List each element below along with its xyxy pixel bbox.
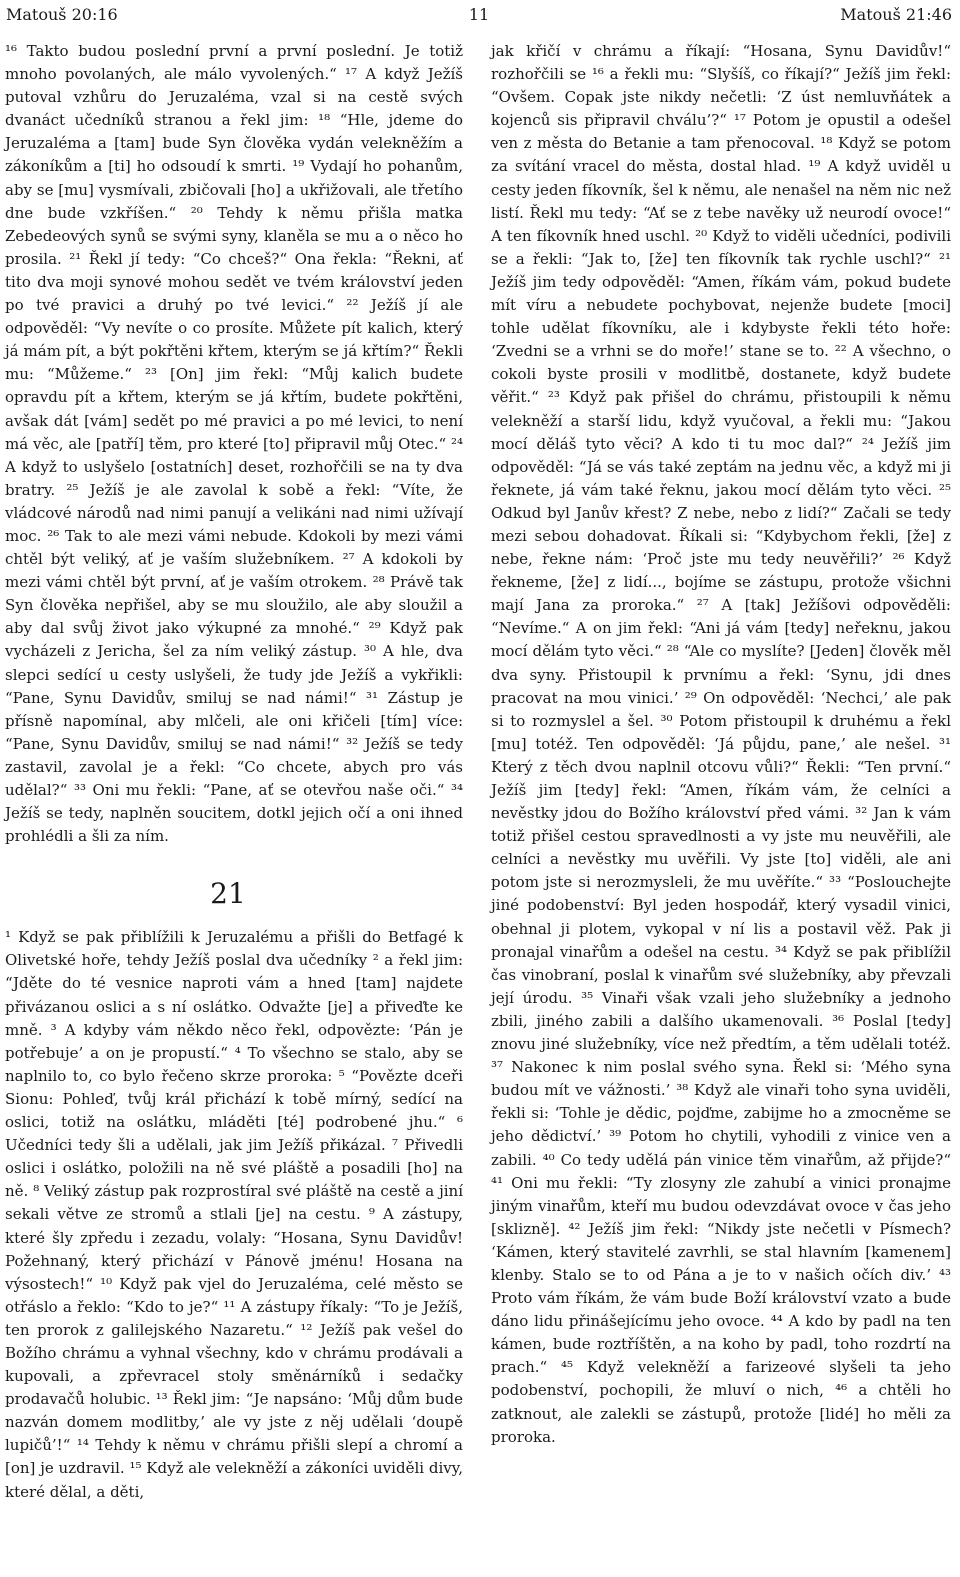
page-number: 11 — [468, 5, 490, 24]
matthew-20-passage: ¹⁶ Takto budou poslední první a první poslední. Je totiž mnoho povolaných, ale málo vyvolených.“ ¹⁷ A když Ježíš putoval vzhůru do Jeruzaléma, vzal si na cestě svých dvanáct učedníků stranou a řekl jim: ¹⁸ “Hle, jdeme do Jeruzaléma a [tam] bude Syn člověka vydán velekněžím a zákoníkům a [ti] ho odsoudí k smrti. ¹⁹ Vydají ho pohanům, aby se [mu] vysmívali, zbičovali [ho] a ukřižovali, ale třetího dne bude vzkříšen.“ ²⁰ Tehdy k němu přišla matka Zebedeových synů se svými syny, klaněla se mu a o něco ho prosila. ²¹ Řekl jí tedy: “Co chceš?“ Ona řekla: “Řekni, ať tito dva moji synové mohou sedět ve tvém království jeden po tvé pravici a druhý po tvé levici.“ ²² Ježíš jí ale odpověděl: “Vy nevíte o co prosíte. Můžete pít kalich, který já mám pít, a být pokřtěni křtem, kterým se já křtím?“ Řekli mu: “Můžeme.“ ²³ [On] jim řekl: “Můj kalich budete opravdu pít a křtem, kterým se já křtím, budete pokřtěni, avšak dát [vám] sedět po mé pravici a po mé levici, to není má věc, ale [patří] těm, pro které [to] připravil můj Otec.“ ²⁴ A když to uslyšelo [ostatních] deset, rozhořčili se na ty dva bratry. ²⁵ Ježíš je ale zavolal k sobě a řekl: “Víte, že vládcové národů nad nimi panují a velikáni nad nimi užívají moc. ²⁶ Tak to ale mezi vámi nebude. Kdokoli by mezi vámi chtěl být veliký, ať je vaším služebníkem. ²⁷ A kdokoli by mezi vámi chtěl být první, ať je vaším otrokem. ²⁸ Právě tak Syn člověka nepřišel, aby se mu sloužilo, ale aby sloužil a aby dal svůj život jako výkupné za mnohé.“ ²⁹ Když pak vycházeli z Jericha, šel za ním veliký zástup. ³⁰ A hle, dva slepci sedící u cesty uslyšeli, že tudy jde Ježíš a vykřikli: “Pane, Synu Davidův, smiluj se nad námi!“ ³¹ Zástup je přísně napomínal, aby mlčeli, ale oni křičeli [tím] více: “Pane, Synu Davidův, smiluj se nad námi!“ ³² Ježíš se tedy zastavil, zavolal je a řekl: “Co chcete, abych pro vás udělal?“ ³³ Oni mu řekli: “Pane, ať se otevřou naše oči.“ ³⁴ Ježíš se tedy, naplněn soucitem, dotkl jejich očí a oni ihned prohlédli a šli za ním. — [5, 42, 463, 846]
page-header — [6, 4, 952, 26]
matthew-21-passage-continued: jak křičí v chrámu a říkají: “Hosana, Synu Davidův!“ rozhořčili se ¹⁶ a řekli mu: “Slyšíš, co říkají?“ Ježíš jim řekl: “Ovšem. Copak jste nikdy nečetli: ‘Z úst nemluvňátek a kojenců sis připravil chválu’?“ ¹⁷ Potom je opustil a odešel ven z města do Betanie a tam přenocoval. ¹⁸ Když se potom za svítání vracel do města, dostal hlad. ¹⁹ A když uviděl u cesty jeden fíkovník, šel k němu, ale nenašel na něm nic než listí. Řekl mu tedy: “Ať se z tebe navěky už neurodí ovoce!“ A ten fíkovník hned uschl. ²⁰ Když to viděli učedníci, podivili se a řekli: “Jak to, [že] ten fíkovník tak rychle uschl?“ ²¹ Ježíš jim tedy odpověděl: “Amen, říkám vám, pokud budete mít víru a nebudete pochybovat, nejenže budete [moci] tohle udělat fíkovníku, ale i kdybyste řekli této hoře: ‘Zvedni se a vrhni se do moře!’ stane se to. ²² A všechno, o cokoli byste prosili v modlitbě, dostanete, když budete věřit.“ ²³ Když pak přišel do chrámu, přistoupili k němu velekněží a starší lidu, když vyučoval, a řekli mu: “Jakou mocí děláš tyto věci? A kdo ti tu moc dal?“ ²⁴ Ježíš jim odpověděl: “Já se vás také zeptám na jednu věc, a když mi ji řeknete, já vám také řeknu, jakou mocí dělám tyto věci. ²⁵ Odkud byl Janův křest? Z nebe, nebo z lidí?“ Začali se tedy mezi sebou dohadovat. Říkali si: “Kdybychom řekli, [že] z nebe, řekne nám: ‘Proč jste mu tedy neuvěřili?’ ²⁶ Když řekneme, [že] z lidí..., bojíme se zástupu, protože všichni mají Jana za proroka.“ ²⁷ A [tak] Ježíšovi odpověděli: “Nevíme.“ A on jim řekl: “Ani já vám [tedy] neřeknu, jakou mocí dělám tyto věci.“ ²⁸ “Ale co myslíte? [Jeden] člověk měl dva syny. Přistoupil k prvnímu a řekl: ‘Synu, jdi dnes pracovat na mou vinici.’ ²⁹ On odpověděl: ‘Nechci,’ ale pak si to rozmyslel a šel. ³⁰ Potom přistoupil k druhému a řekl [mu] totéž. Ten odpověděl: ‘Já půjdu, pane,’ ale nešel. ³¹ Který z těch dvou naplnil otcovu vůli?“ Řekli: “Ten první.“ Ježíš jim [tedy] řekl: “Amen, říkám vám, že celníci a nevěstky jdou do Božího království před vámi. ³² Jan k vám totiž přišel cestou spravedlnosti a vy jste mu neuvěřili, ale celníci a nevěstky mu uvěřili. Vy jste [to] viděli, ale ani potom jste si nerozmysleli, že mu uvěříte.“ ³³ “Poslouchejte jiné podobenství: Byl jeden hospodář, který vysadil vinici, obehnal ji plotem, vykopal v ní lis a postavil věž. Pak ji pronajal vinařům a odešel na cestu. ³⁴ Když se pak přiblížil čas vinobraní, poslal k vinařům své služebníky, aby převzali její úrodu. ³⁵ Vinaři však vzali jeho služebníky a jednoho zbili, jiného zabili a dalšího ukamenovali. ³⁶ Poslal [tedy] znovu jiné služebníky, více než předtím, a těm udělali totéž. ³⁷ Nakonec k nim poslal svého syna. Řekl si: ‘Mého syna budou mít ve vážnosti.’ ³⁸ Když ale vinaři toho syna uviděli, řekli si: ‘Tohle je dědic, pojďme, zabijme ho a zmocněme se jeho dědictví.’ ³⁹ Potom ho chytili, vyhodili z vinice ven a zabili. ⁴⁰ Co tedy udělá pán vinice těm vinařům, až přijde?“ ⁴¹ Oni mu řekli: “Ty zlosyny zle zahubí a vinici pronajme jiným vinařům, kteří mu budou odevzdávat ovoce v čas jeho [sklizně]. ⁴² Ježíš jim řekl: “Nikdy jste nečetli v Písmech? ‘Kámen, který stavitelé zavrhli, se stal hlavním [kamenem] klenby. Stalo se to od Pána a je to v našich očích div.’ ⁴³ Proto vám říkám, že vám bude Boží království vzato a bude dáno lidu přinášejícímu jeho ovoce. ⁴⁴ A kdo by padl na ten kámen, bude roztříštěn, a na koho by padl, toho rozdrtí na prach.“ ⁴⁵ Když velekněží a farizeové slyšeli ta jeho podobenství, pochopili, že mluví o nich, ⁴⁶ a chtěli ho zatknout, ale zalekli se zástupů, protože [lidé] ho měli za proroka. — [491, 42, 951, 1446]
right-column — [491, 40, 951, 1449]
running-head-right: Matouš 21:46 — [840, 5, 952, 24]
chapter-heading: 21 — [210, 877, 246, 911]
running-head-left: Matouš 20:16 — [6, 5, 118, 24]
matthew-21-passage-start: ¹ Když se pak přiblížili k Jeruzalému a přišli do Betfagé k Olivetské hoře, tehdy Ježíš poslal dva učedníky ² a řekl jim: “Jděte do té vesnice naproti vám a hned [tam] najdete přivázanou oslici a s ní oslátko. Odvažte [je] a přiveďte ke mně. ³ A kdyby vám někdo něco řekl, odpovězte: ‘Pán je potřebuje’ a on je propustí.“ ⁴ To všechno se stalo, aby se naplnilo to, co bylo řečeno skrze proroka: ⁵ “Povězte dceři Sionu: Pohleď, tvůj král přichází k tobě mírný, sedící na oslici, totiž na oslátku, mláděti [té] podrobené jhu.“ ⁶ Učedníci tedy šli a udělali, jak jim Ježíš přikázal. ⁷ Přivedli oslici i oslátko, položili na ně své pláště a posadili [ho] na ně. ⁸ Veliký zástup pak rozprostíral své pláště na cestě a jiní sekali větve ze stromů a stlali [je] na cestu. ⁹ A zástupy, které šly zpředu i zezadu, volaly: “Hosana, Synu Davidův! Požehnaný, který přichází v Pánově jménu! Hosana na výsostech!“ ¹⁰ Když pak vjel do Jeruzaléma, celé město se otřáslo a řeklo: “Kdo to je?“ ¹¹ A zástupy říkaly: “To je Ježíš, ten prorok z galilejského Nazaretu.“ ¹² Ježíš pak vešel do Božího chrámu a vyhnal všechny, kdo v chrámu prodávali a kupovali, a zpřevracel stoly směnárníků i sedačky prodavačů holubic. ¹³ Řekl jim: “Je napsáno: ‘Můj dům bude nazván domem modlitby,’ ale vy jste z něj udělali ‘doupě lupičů’!“ ¹⁴ Tehdy k němu v chrámu přišli slepí a chromí a [on] je uzdravil. ¹⁵ Když ale velekněží a zákoníci uviděli divy, které dělal, a děti, — [5, 928, 463, 1501]
left-column — [5, 40, 463, 1504]
